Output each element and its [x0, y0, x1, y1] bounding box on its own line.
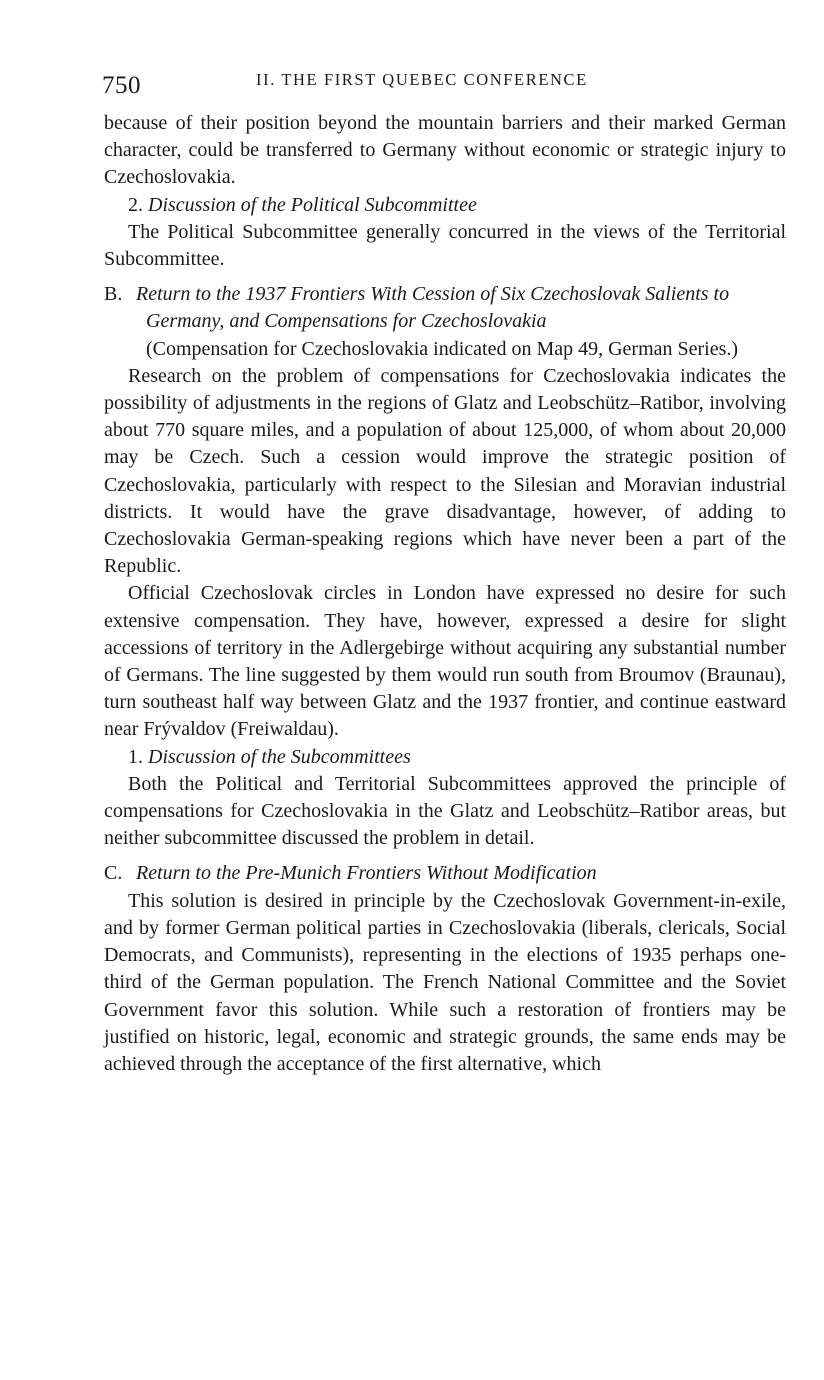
- section-title: Return to the Pre-Munich Frontiers Without Modification: [136, 862, 597, 885]
- section-b-map-note: (Compensation for Czechoslovakia indicated on Map 49, German Series.): [146, 337, 739, 360]
- section-heading-c: [104, 860, 786, 887]
- paragraph-subcommittees-approved: Both the Political and Territorial Subcommittees approved the principle of compensations for Czechoslovakia in the Glatz and Leobschütz–Ratibor areas, but neither subcommittee discussed the problem in detail.: [104, 772, 786, 850]
- document-page: [104, 68, 786, 1078]
- subsection-heading-subcommittees: [104, 744, 786, 771]
- paragraph-compensation-research: Research on the problem of compensations for Czechoslovakia indicates the possibility of adjustments in the regions of Glatz and Leobschütz–Ratibor, involving about 770 square miles, and a population of about 125,000, of whom about 20,000 may be Czech. Such a cession would improve the strategic position of Czechoslovakia, particularly with respect to the Silesian and Moravian industrial districts. It would have the grave disadvantage, however, of adding to Czechoslovakia German-speaking regions which have never been a part of the Republic.: [104, 364, 786, 578]
- subsection-title: Discussion of the Political Subcommittee: [148, 193, 477, 216]
- paragraph-czechoslovak-circles: Official Czechoslovak circles in London have expressed no desire for such extensive compensation. They have, however, expressed a desire for slight accessions of territory in the Adlergebirge without acquiring any substantial number of Germans. The line suggested by them would run south from Broumov (Braunau), turn southeast half way between Glatz and the 1937 frontier, and continue eastward near Frývaldov (Freiwaldau).: [104, 582, 786, 741]
- running-head: [104, 68, 786, 102]
- paragraph-political-subcommittee: The Political Subcommittee generally concurred in the views of the Territorial Subcommittee.: [104, 220, 786, 271]
- subsection-title: Discussion of the Subcommittees: [148, 745, 411, 768]
- section-letter: B.: [104, 283, 123, 306]
- running-title: II. THE FIRST QUEBEC CONFERENCE: [256, 70, 588, 89]
- subsection-number: 1.: [128, 745, 143, 768]
- page-number: 750: [102, 72, 141, 99]
- section-title: Return to the 1937 Frontiers With Cession of Six Czechoslovak Salients to Germany, and Compensations for Czechoslovakia: [136, 283, 730, 333]
- section-letter: C.: [104, 862, 123, 885]
- subsection-number: 2.: [128, 193, 143, 216]
- paragraph-continuation: because of their position beyond the mountain barriers and their marked German character, could be transferred to Germany without economic or strategic injury to Czechoslovakia.: [104, 112, 786, 189]
- subsection-heading-political: [104, 192, 786, 219]
- paragraph-pre-munich-solution: This solution is desired in principle by the Czechoslovak Government-in-exile, and by former German political parties in Czechoslovakia (liberals, clericals, Social Democrats, and Communists), representing in the elections of 1935 perhaps one-third of the German population. The French National Committee and the Soviet Government favor this solution. While such a restoration of frontiers may be justified on historic, legal, economic and strategic grounds, the same ends may be achieved through the acceptance of the first alternative, which: [104, 889, 786, 1075]
- section-heading-b: [104, 281, 786, 335]
